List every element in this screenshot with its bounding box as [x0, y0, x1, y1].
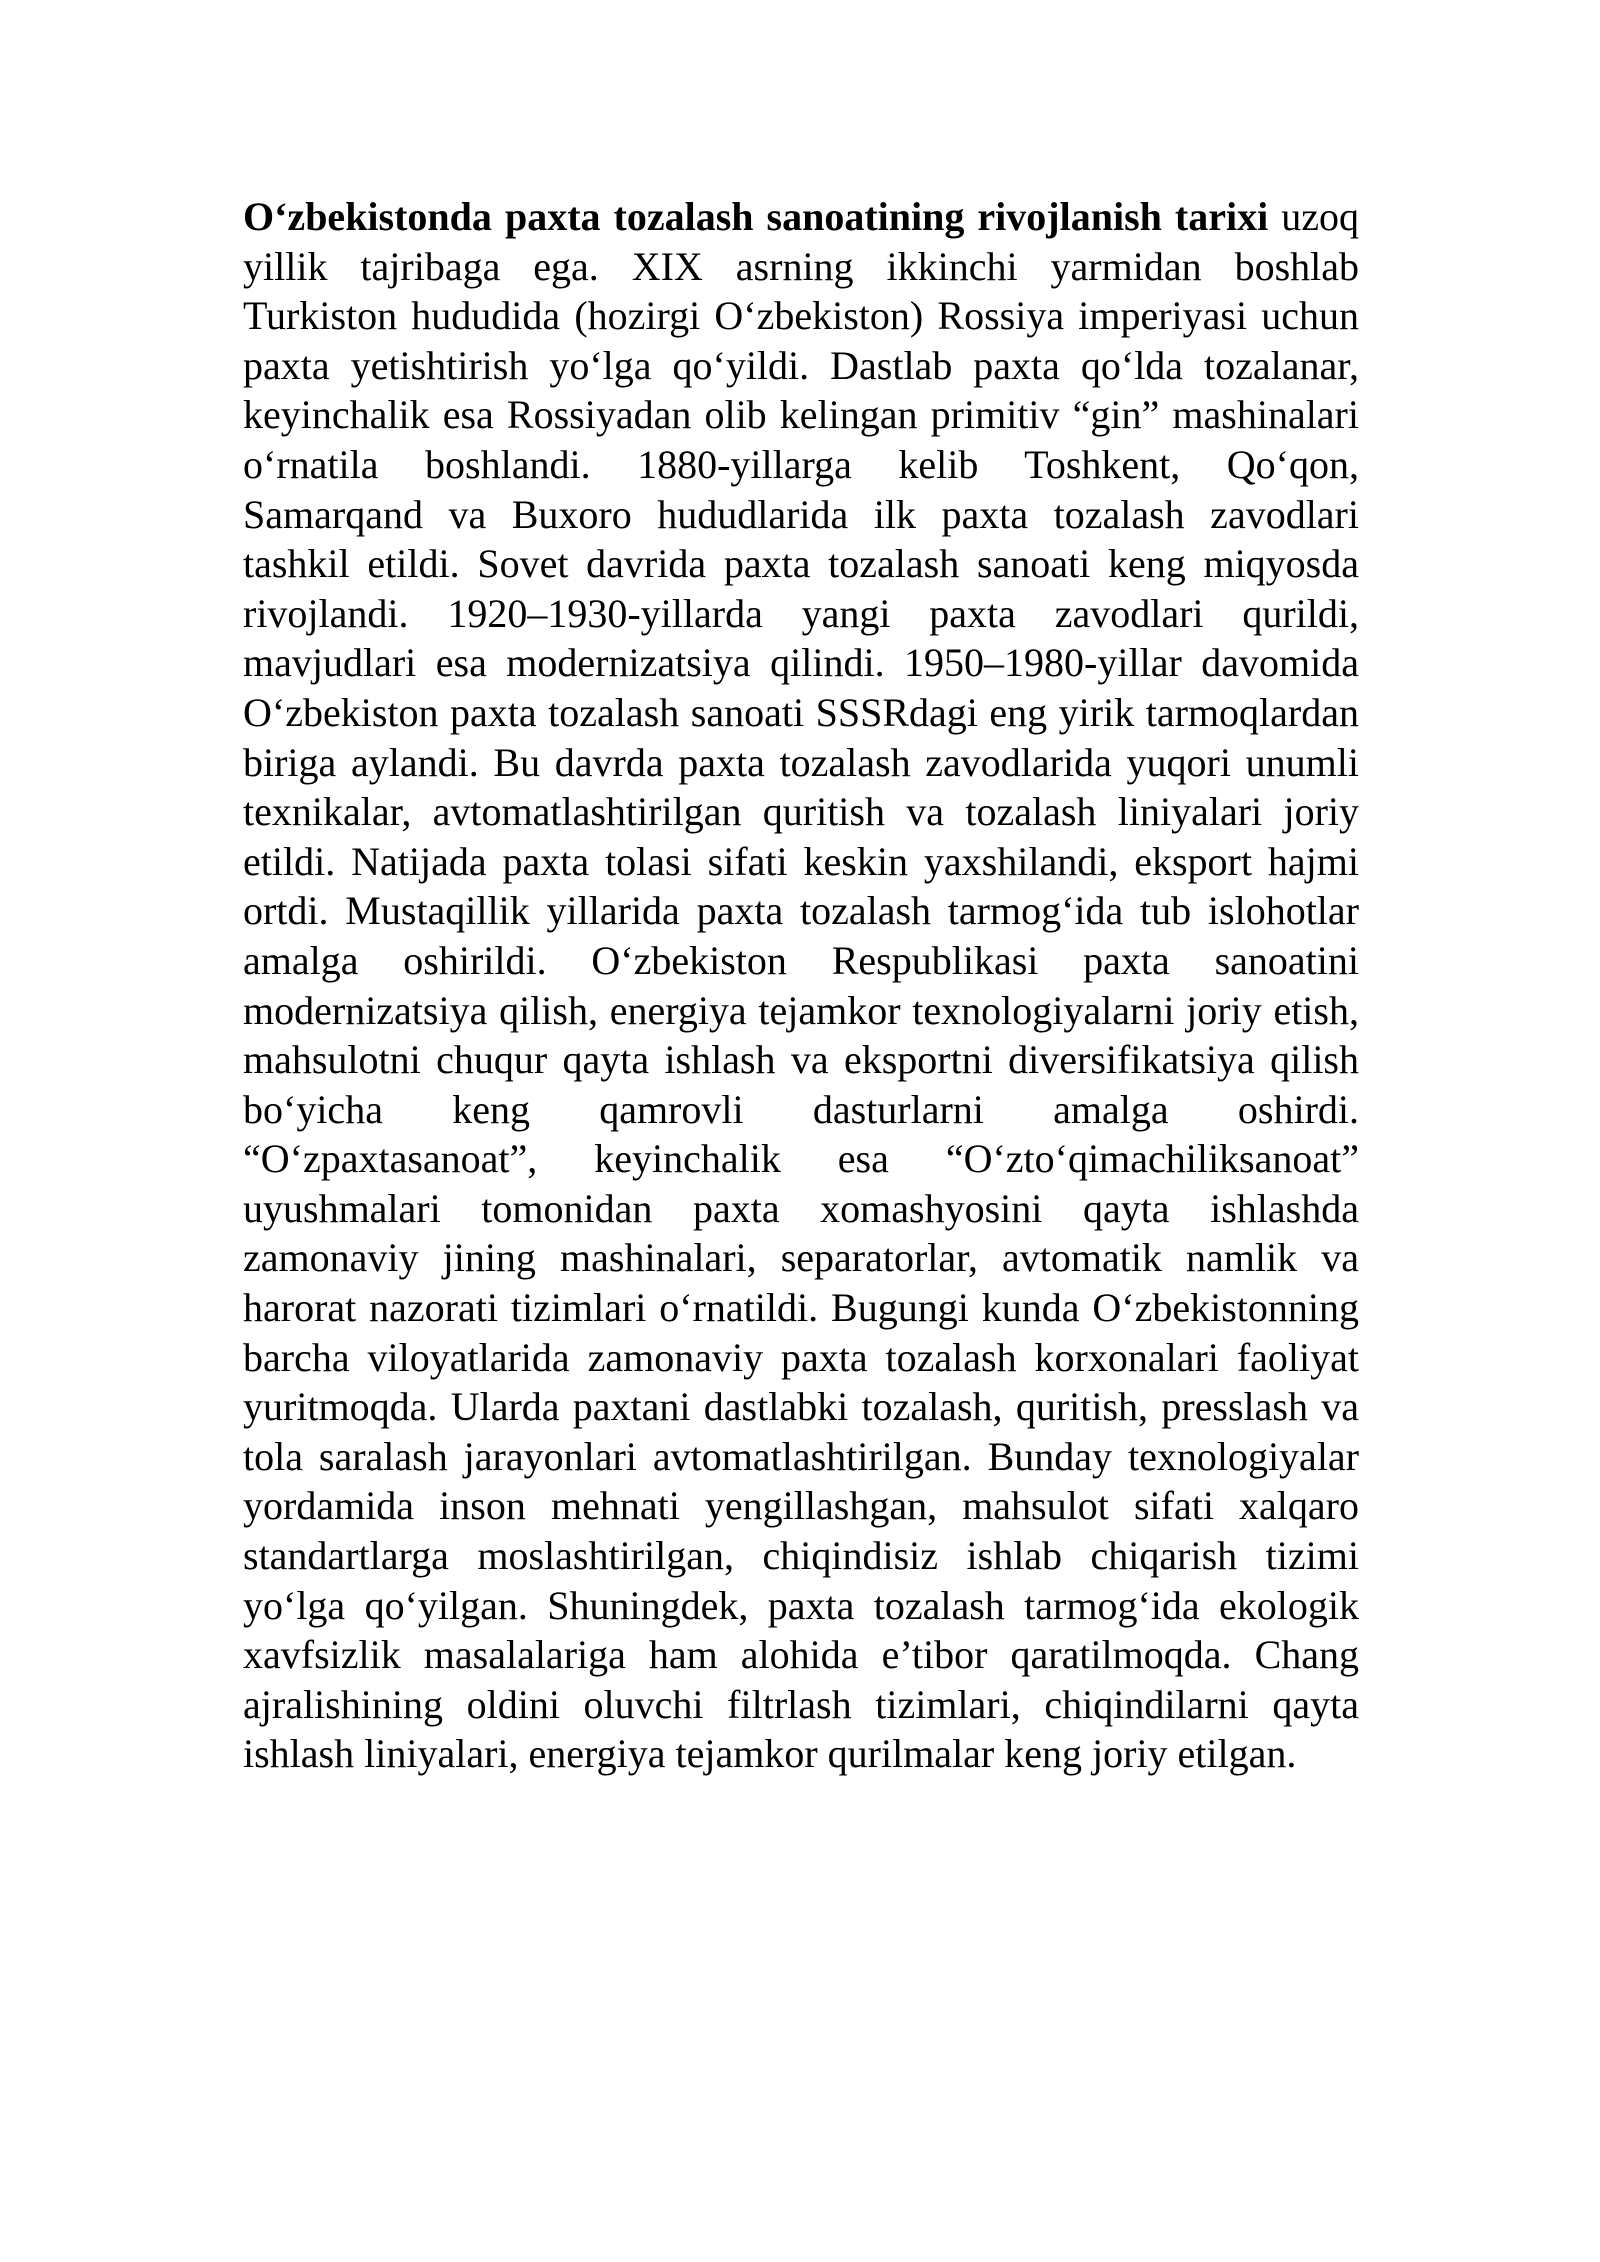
main-paragraph	[243, 192, 1359, 1779]
paragraph-lead-bold: O‘zbekistonda paxta tozalash sanoatining rivojlanish tarixi	[243, 194, 1269, 239]
paragraph-body: uzoq yillik tajribaga ega. XIX asrning ikkinchi yarmidan boshlab Turkiston hududida (hozirgi O‘zbekiston) Rossiya imperiyasi uchun paxta yetishtirish yo‘lga qo‘yildi. Dastlab paxta qo‘lda tozalanar, keyinchalik esa Rossiyadan olib kelingan primitiv “gin” mashinalari o‘rnatila boshlandi. 1880-yillarga kelib Toshkent, Qo‘qon, Samarqand va Buxoro hududlarida ilk paxta tozalash zavodlari tashkil etildi. Sovet davrida paxta tozalash sanoati keng miqyosda rivojlandi. 1920–1930-yillarda yangi paxta zavodlari qurildi, mavjudlari esa modernizatsiya qilindi. 1950–1980-yillar davomida O‘zbekiston paxta tozalash sanoati SSSRdagi eng yirik tarmoqlardan biriga aylandi. Bu davrda paxta tozalash zavodlarida yuqori unumli texnikalar, avtomatlashtirilgan quritish va tozalash liniyalari joriy etildi. Natijada paxta tolasi sifati keskin yaxshilandi, eksport hajmi ortdi. Mustaqillik yillarida paxta tozalash tarmog‘ida tub islohotlar amalga oshirildi. O‘zbekiston Respublikasi paxta sanoatini modernizatsiya qilish, energiya tejamkor texnologiyalarni joriy etish, mahsulotni chuqur qayta ishlash va eksportni diversifikatsiya qilish bo‘yicha keng qamrovli dasturlarni amalga oshirdi. “O‘zpaxtasanoat”, keyinchalik esa “O‘zto‘qimachiliksanoat” uyushmalari tomonidan paxta xomashyosini qayta ishlashda zamonaviy jining mashinalari, separatorlar, avtomatik namlik va harorat nazorati tizimlari o‘rnatildi. Bugungi kunda O‘zbekistonning barcha viloyatlarida zamonaviy paxta tozalash korxonalari faoliyat yuritmoqda. Ularda paxtani dastlabki tozalash, quritish, presslash va tola saralash jarayonlari avtomatlashtirilgan. Bunday texnologiyalar yordamida inson mehnati yengillashgan, mahsulot sifati xalqaro standartlarga moslashtirilgan, chiqindisiz ishlab chiqarish tizimi yo‘lga qo‘yilgan. Shuningdek, paxta tozalash tarmog‘ida ekologik xavfsizlik masalalariga ham alohida e’tibor qaratilmoqda. Chang ajralishining oldini oluvchi filtrlash tizimlari, chiqindilarni qayta ishlash liniyalari, energiya tejamkor qurilmalar keng joriy etilgan.	[243, 194, 1359, 1777]
